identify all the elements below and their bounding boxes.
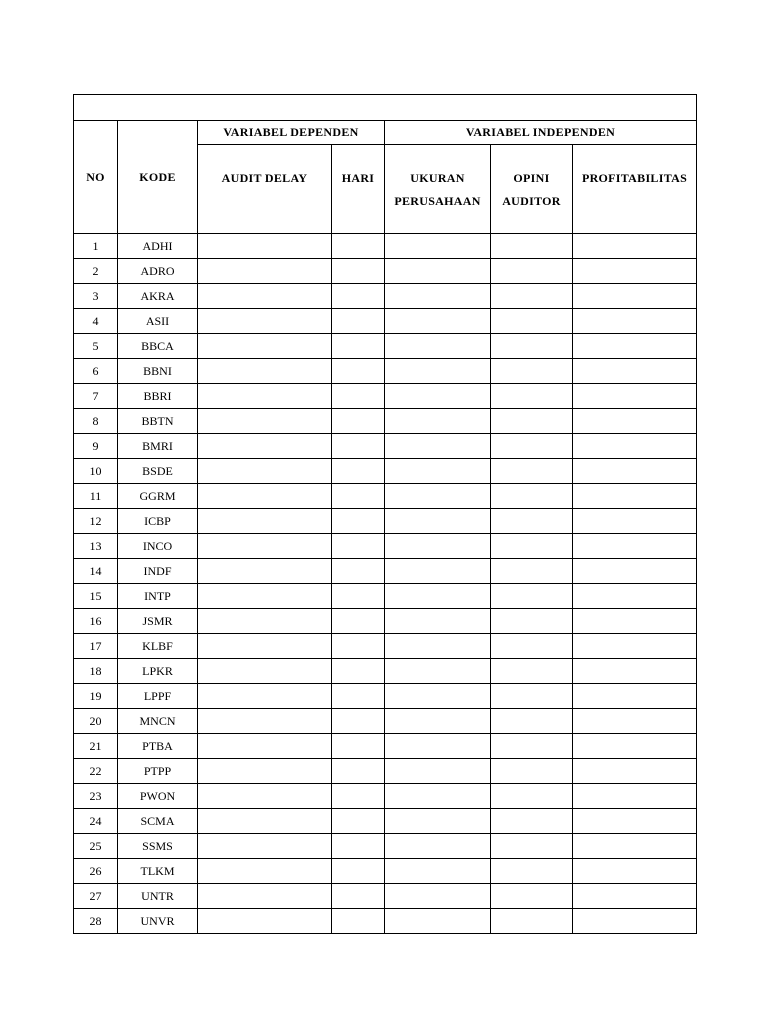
cell-profitabilitas [573, 384, 697, 409]
table-row [74, 459, 697, 484]
cell-ukuran-perusahaan [385, 334, 491, 359]
table-row [74, 709, 697, 734]
table-row [74, 234, 697, 259]
cell-profitabilitas [573, 834, 697, 859]
cell-audit-delay [198, 634, 332, 659]
cell-opini-auditor [491, 559, 573, 584]
cell-no: 1 [74, 234, 118, 259]
table-row [74, 784, 697, 809]
table-row [74, 259, 697, 284]
cell-opini-auditor [491, 284, 573, 309]
cell-kode: UNTR [118, 884, 198, 909]
cell-kode: KLBF [118, 634, 198, 659]
cell-no: 12 [74, 509, 118, 534]
header-variabel-independen: VARIABEL INDEPENDEN [385, 121, 697, 145]
cell-profitabilitas [573, 284, 697, 309]
cell-no: 24 [74, 809, 118, 834]
cell-audit-delay [198, 334, 332, 359]
header-kode: KODE [118, 121, 198, 234]
cell-audit-delay [198, 259, 332, 284]
cell-hari [332, 584, 385, 609]
cell-ukuran-perusahaan [385, 459, 491, 484]
cell-opini-auditor [491, 459, 573, 484]
cell-opini-auditor [491, 384, 573, 409]
cell-kode: ADHI [118, 234, 198, 259]
cell-kode: INDF [118, 559, 198, 584]
header-opini-auditor [491, 145, 573, 234]
cell-opini-auditor [491, 784, 573, 809]
cell-profitabilitas [573, 409, 697, 434]
cell-hari [332, 334, 385, 359]
cell-audit-delay [198, 534, 332, 559]
cell-ukuran-perusahaan [385, 659, 491, 684]
table-row [74, 859, 697, 884]
cell-profitabilitas [573, 609, 697, 634]
cell-opini-auditor [491, 409, 573, 434]
cell-ukuran-perusahaan [385, 259, 491, 284]
table-row [74, 509, 697, 534]
header-audit-delay: AUDIT DELAY [198, 145, 332, 234]
cell-kode: BMRI [118, 434, 198, 459]
cell-kode: ICBP [118, 509, 198, 534]
cell-profitabilitas [573, 334, 697, 359]
cell-audit-delay [198, 559, 332, 584]
cell-hari [332, 834, 385, 859]
cell-audit-delay [198, 509, 332, 534]
cell-opini-auditor [491, 684, 573, 709]
cell-profitabilitas [573, 884, 697, 909]
cell-ukuran-perusahaan [385, 434, 491, 459]
cell-no: 25 [74, 834, 118, 859]
cell-kode: LPPF [118, 684, 198, 709]
cell-ukuran-perusahaan [385, 559, 491, 584]
cell-ukuran-perusahaan [385, 809, 491, 834]
cell-no: 7 [74, 384, 118, 409]
cell-audit-delay [198, 709, 332, 734]
cell-opini-auditor [491, 859, 573, 884]
cell-audit-delay [198, 584, 332, 609]
cell-profitabilitas [573, 459, 697, 484]
cell-hari [332, 859, 385, 884]
table-row [74, 634, 697, 659]
cell-opini-auditor [491, 734, 573, 759]
cell-ukuran-perusahaan [385, 284, 491, 309]
cell-opini-auditor [491, 584, 573, 609]
cell-hari [332, 559, 385, 584]
cell-ukuran-perusahaan [385, 534, 491, 559]
cell-opini-auditor [491, 759, 573, 784]
cell-audit-delay [198, 434, 332, 459]
table-title-cell [74, 95, 697, 121]
cell-hari [332, 884, 385, 909]
cell-profitabilitas [573, 359, 697, 384]
cell-hari [332, 284, 385, 309]
header-profitabilitas: PROFITABILITAS [573, 145, 697, 234]
table-row [74, 534, 697, 559]
cell-opini-auditor [491, 259, 573, 284]
cell-no: 23 [74, 784, 118, 809]
cell-profitabilitas [573, 234, 697, 259]
cell-hari [332, 734, 385, 759]
table-row [74, 359, 697, 384]
cell-audit-delay [198, 759, 332, 784]
cell-opini-auditor [491, 709, 573, 734]
cell-profitabilitas [573, 534, 697, 559]
header-opini-line1: OPINI [513, 171, 550, 185]
cell-no: 19 [74, 684, 118, 709]
cell-no: 14 [74, 559, 118, 584]
cell-kode: LPKR [118, 659, 198, 684]
table-row [74, 559, 697, 584]
cell-hari [332, 384, 385, 409]
cell-opini-auditor [491, 434, 573, 459]
cell-ukuran-perusahaan [385, 509, 491, 534]
cell-kode: ADRO [118, 259, 198, 284]
cell-hari [332, 509, 385, 534]
cell-ukuran-perusahaan [385, 784, 491, 809]
table-row [74, 684, 697, 709]
cell-hari [332, 634, 385, 659]
cell-opini-auditor [491, 484, 573, 509]
cell-no: 3 [74, 284, 118, 309]
cell-profitabilitas [573, 709, 697, 734]
cell-no: 11 [74, 484, 118, 509]
cell-opini-auditor [491, 909, 573, 934]
cell-ukuran-perusahaan [385, 884, 491, 909]
cell-audit-delay [198, 309, 332, 334]
cell-audit-delay [198, 859, 332, 884]
cell-ukuran-perusahaan [385, 609, 491, 634]
cell-profitabilitas [573, 584, 697, 609]
cell-hari [332, 784, 385, 809]
cell-no: 21 [74, 734, 118, 759]
cell-audit-delay [198, 784, 332, 809]
cell-opini-auditor [491, 309, 573, 334]
cell-opini-auditor [491, 234, 573, 259]
cell-profitabilitas [573, 759, 697, 784]
header-opini-line2: AUDITOR [502, 194, 561, 208]
cell-profitabilitas [573, 734, 697, 759]
cell-hari [332, 659, 385, 684]
cell-profitabilitas [573, 559, 697, 584]
cell-audit-delay [198, 659, 332, 684]
cell-opini-auditor [491, 509, 573, 534]
cell-no: 16 [74, 609, 118, 634]
table-row [74, 734, 697, 759]
table-row [74, 434, 697, 459]
cell-opini-auditor [491, 334, 573, 359]
cell-opini-auditor [491, 809, 573, 834]
cell-hari [332, 309, 385, 334]
cell-audit-delay [198, 459, 332, 484]
cell-audit-delay [198, 909, 332, 934]
cell-kode: AKRA [118, 284, 198, 309]
cell-kode: UNVR [118, 909, 198, 934]
cell-kode: TLKM [118, 859, 198, 884]
cell-hari [332, 409, 385, 434]
header-no: NO [74, 121, 118, 234]
cell-profitabilitas [573, 259, 697, 284]
cell-profitabilitas [573, 484, 697, 509]
cell-opini-auditor [491, 634, 573, 659]
cell-kode: BSDE [118, 459, 198, 484]
cell-ukuran-perusahaan [385, 309, 491, 334]
cell-hari [332, 684, 385, 709]
cell-no: 15 [74, 584, 118, 609]
data-table [73, 94, 697, 934]
cell-ukuran-perusahaan [385, 234, 491, 259]
cell-ukuran-perusahaan [385, 634, 491, 659]
table-row [74, 884, 697, 909]
cell-opini-auditor [491, 359, 573, 384]
cell-kode: BBCA [118, 334, 198, 359]
cell-ukuran-perusahaan [385, 384, 491, 409]
cell-no: 28 [74, 909, 118, 934]
cell-hari [332, 809, 385, 834]
cell-hari [332, 434, 385, 459]
cell-kode: BBTN [118, 409, 198, 434]
cell-no: 6 [74, 359, 118, 384]
cell-profitabilitas [573, 659, 697, 684]
header-group-row [74, 121, 697, 145]
table-row [74, 484, 697, 509]
cell-ukuran-perusahaan [385, 409, 491, 434]
cell-hari [332, 484, 385, 509]
cell-hari [332, 259, 385, 284]
cell-audit-delay [198, 809, 332, 834]
cell-ukuran-perusahaan [385, 834, 491, 859]
cell-opini-auditor [491, 659, 573, 684]
cell-hari [332, 359, 385, 384]
table-row [74, 609, 697, 634]
cell-ukuran-perusahaan [385, 909, 491, 934]
table-row [74, 584, 697, 609]
cell-profitabilitas [573, 909, 697, 934]
cell-no: 2 [74, 259, 118, 284]
cell-no: 8 [74, 409, 118, 434]
header-ukuran-line2: PERUSAHAAN [394, 194, 481, 208]
cell-profitabilitas [573, 684, 697, 709]
cell-no: 26 [74, 859, 118, 884]
cell-ukuran-perusahaan [385, 584, 491, 609]
cell-kode: INTP [118, 584, 198, 609]
cell-profitabilitas [573, 634, 697, 659]
cell-opini-auditor [491, 884, 573, 909]
cell-kode: MNCN [118, 709, 198, 734]
cell-profitabilitas [573, 509, 697, 534]
cell-kode: PWON [118, 784, 198, 809]
table-row [74, 309, 697, 334]
cell-audit-delay [198, 884, 332, 909]
cell-ukuran-perusahaan [385, 709, 491, 734]
cell-profitabilitas [573, 809, 697, 834]
cell-audit-delay [198, 284, 332, 309]
cell-audit-delay [198, 834, 332, 859]
table-row [74, 834, 697, 859]
cell-hari [332, 459, 385, 484]
table-row [74, 909, 697, 934]
cell-kode: SSMS [118, 834, 198, 859]
cell-profitabilitas [573, 434, 697, 459]
table-row [74, 659, 697, 684]
cell-opini-auditor [491, 534, 573, 559]
cell-kode: SCMA [118, 809, 198, 834]
cell-audit-delay [198, 484, 332, 509]
header-variabel-dependen: VARIABEL DEPENDEN [198, 121, 385, 145]
cell-no: 22 [74, 759, 118, 784]
cell-no: 13 [74, 534, 118, 559]
cell-kode: BBRI [118, 384, 198, 409]
cell-profitabilitas [573, 309, 697, 334]
cell-no: 18 [74, 659, 118, 684]
table-row [74, 759, 697, 784]
cell-audit-delay [198, 359, 332, 384]
cell-hari [332, 534, 385, 559]
table-row [74, 334, 697, 359]
cell-kode: GGRM [118, 484, 198, 509]
cell-kode: BBNI [118, 359, 198, 384]
cell-opini-auditor [491, 834, 573, 859]
table-row [74, 284, 697, 309]
cell-profitabilitas [573, 784, 697, 809]
cell-kode: INCO [118, 534, 198, 559]
cell-ukuran-perusahaan [385, 859, 491, 884]
cell-no: 9 [74, 434, 118, 459]
cell-opini-auditor [491, 609, 573, 634]
cell-hari [332, 909, 385, 934]
table-title-row [74, 95, 697, 121]
cell-kode: ASII [118, 309, 198, 334]
cell-kode: PTBA [118, 734, 198, 759]
cell-audit-delay [198, 684, 332, 709]
cell-ukuran-perusahaan [385, 484, 491, 509]
cell-no: 17 [74, 634, 118, 659]
cell-audit-delay [198, 409, 332, 434]
cell-kode: JSMR [118, 609, 198, 634]
cell-kode: PTPP [118, 759, 198, 784]
cell-audit-delay [198, 734, 332, 759]
header-hari: HARI [332, 145, 385, 234]
cell-no: 10 [74, 459, 118, 484]
cell-no: 27 [74, 884, 118, 909]
cell-profitabilitas [573, 859, 697, 884]
cell-audit-delay [198, 384, 332, 409]
cell-audit-delay [198, 609, 332, 634]
cell-hari [332, 234, 385, 259]
cell-hari [332, 759, 385, 784]
cell-ukuran-perusahaan [385, 684, 491, 709]
cell-audit-delay [198, 234, 332, 259]
cell-no: 4 [74, 309, 118, 334]
header-ukuran-perusahaan [385, 145, 491, 234]
table-row [74, 384, 697, 409]
table-row [74, 409, 697, 434]
cell-no: 5 [74, 334, 118, 359]
cell-hari [332, 609, 385, 634]
cell-ukuran-perusahaan [385, 359, 491, 384]
cell-ukuran-perusahaan [385, 734, 491, 759]
cell-ukuran-perusahaan [385, 759, 491, 784]
cell-hari [332, 709, 385, 734]
table-row [74, 809, 697, 834]
header-ukuran-line1: UKURAN [410, 171, 465, 185]
cell-no: 20 [74, 709, 118, 734]
